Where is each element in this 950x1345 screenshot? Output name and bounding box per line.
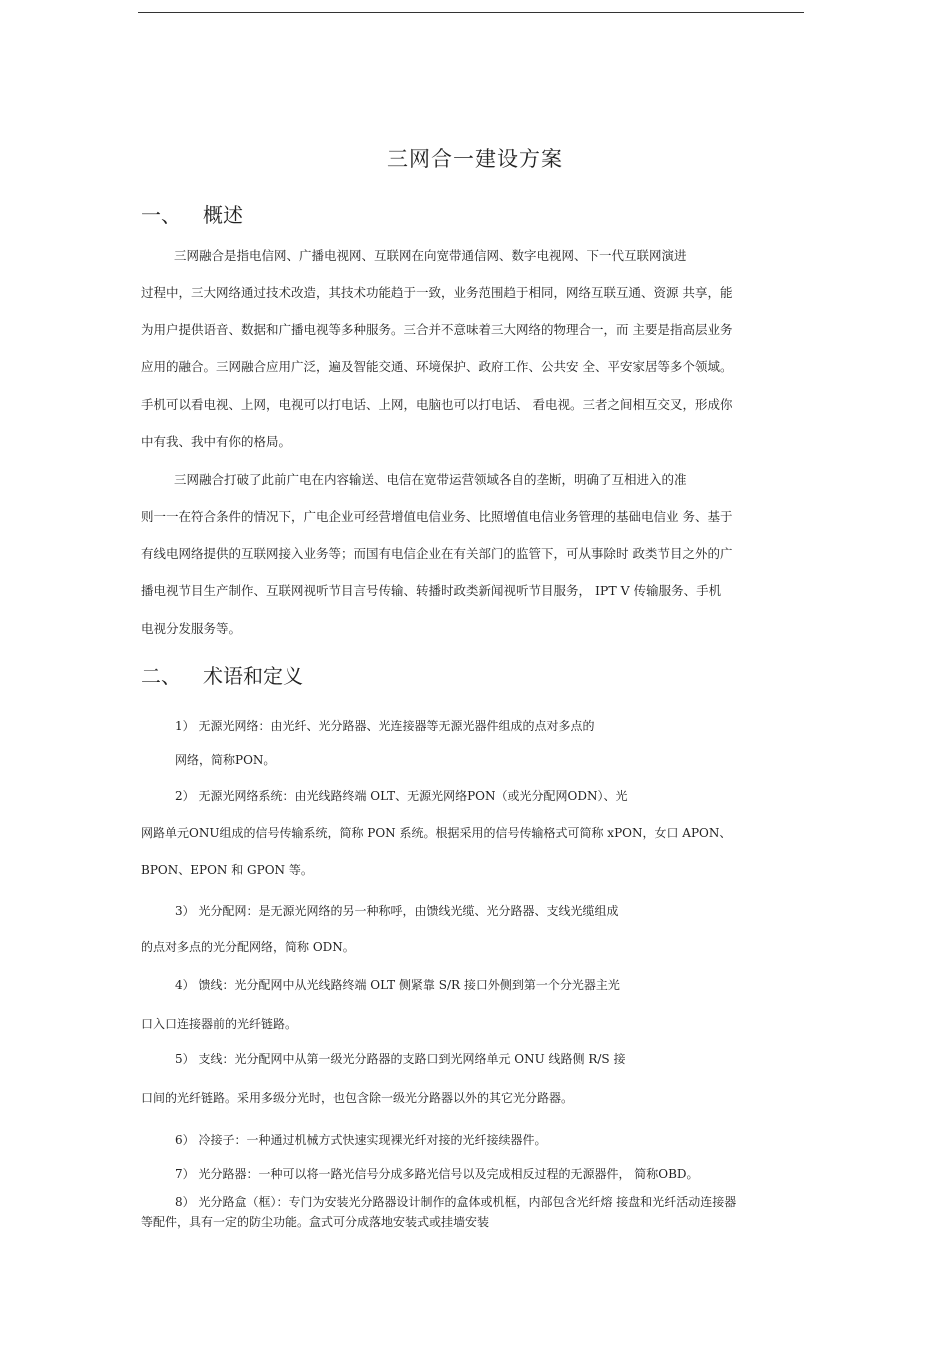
section-heading-overview [141, 199, 243, 228]
term-line: BPON、EPON 和 GPON 等。 [141, 863, 313, 877]
term-line: 3） 光分配网：是无源光网络的另一种称呼，由馈线光缆、光分路器、支线光缆组成 [175, 904, 619, 918]
paragraph-line: 为用户提供语音、数据和广播电视等多种服务。三合并不意味着三大网络的物理合一，而 主要是指高层业务 [141, 322, 733, 337]
paragraph-line: 三网融合打破了此前广电在内容输送、电信在宽带运营领域各自的垄断，明确了互相进入的准 [174, 472, 687, 487]
term-line: 2） 无源光网络系统：由光线路终端 OLT、无源光网络PON（或光分配网ODN）、光 [175, 789, 628, 803]
term-line: 1） 无源光网络：由光纤、光分路器、光连接器等无源光器件组成的点对多点的 [175, 719, 595, 733]
section-number: 二、 [141, 664, 181, 688]
paragraph-line: 三网融合是指电信网、广播电视网、互联网在向宽带通信网、数字电视网、下一代互联网演进 [174, 248, 687, 263]
paragraph-line: 电视分发服务等。 [141, 621, 242, 636]
term-line: 7） 光分路器：一种可以将一路光信号分成多路光信号以及完成相反过程的无源器件， 简称OBD。 [175, 1167, 699, 1181]
section-number: 一、 [141, 203, 181, 227]
term-line: 网路单元ONU组成的信号传输系统，简称 PON 系统。根据采用的信号传输格式可简称 xPON，女口 APON、 [141, 826, 732, 840]
term-line: 口入口连接器前的光纤链路。 [141, 1017, 298, 1031]
term-line: 等配件，具有一定的防尘功能。盒式可分成落地安装式或挂墙安装 [141, 1215, 490, 1229]
term-line: 口间的光纤链路。采用多级分光时，也包含除一级光分路器以外的其它光分路器。 [141, 1091, 574, 1105]
document-title: 三网合一建设方案 [387, 147, 563, 171]
section-heading-terms [141, 660, 303, 689]
header-rule [138, 12, 804, 13]
paragraph-line: 过程中，三大网络通过技术改造，其技术功能趋于一致，业务范围趋于相同，网络互联互通、资源 共享，能 [141, 285, 733, 300]
paragraph-line: 手机可以看电视、上网，电视可以打电话、上网，电脑也可以打电话、 看电视。三者之间相互交叉，形成你 [141, 397, 733, 412]
section-title: 概述 [203, 203, 243, 227]
term-line: 5） 支线：光分配网中从第一级光分路器的支路口到光网络单元 ONU 线路侧 R/S 接 [175, 1052, 626, 1066]
paragraph-line: 中有我、我中有你的格局。 [141, 434, 292, 449]
paragraph-line: 应用的融合。三网融合应用广泛，遍及智能交通、环境保护、政府工作、公共安 全、平安家居等多个领域。 [141, 359, 733, 374]
term-line: 6） 冷接子：一种通过机械方式快速实现裸光纤对接的光纤接续器件。 [175, 1133, 547, 1147]
term-line: 的点对多点的光分配网络，简称 ODN。 [141, 940, 355, 954]
paragraph-line: 有线电网络提供的互联网接入业务等；而国有电信企业在有关部门的监管下，可从事除时 政类节目之外的广 [141, 546, 733, 561]
term-line: 8） 光分路盒（框）：专门为安装光分路器设计制作的盒体或机框，内部包含光纤熔 接盘和光纤活动连接器 [175, 1195, 737, 1209]
paragraph-line: 播电视节目生产制作、互联网视听节目言号传输、转播时政类新闻视听节目服务， IPT V 传输服务、手机 [141, 583, 722, 598]
term-line: 4） 馈线：光分配网中从光线路终端 OLT 侧紧靠 S/R 接口外侧到第一个分光器主光 [175, 978, 620, 992]
section-title: 术语和定义 [203, 664, 303, 688]
term-line: 网络，简称PON。 [175, 753, 276, 767]
paragraph-line: 则一一在符合条件的情况下，广电企业可经营增值电信业务、比照增值电信业务管理的基础电信业 务、基于 [141, 509, 733, 524]
